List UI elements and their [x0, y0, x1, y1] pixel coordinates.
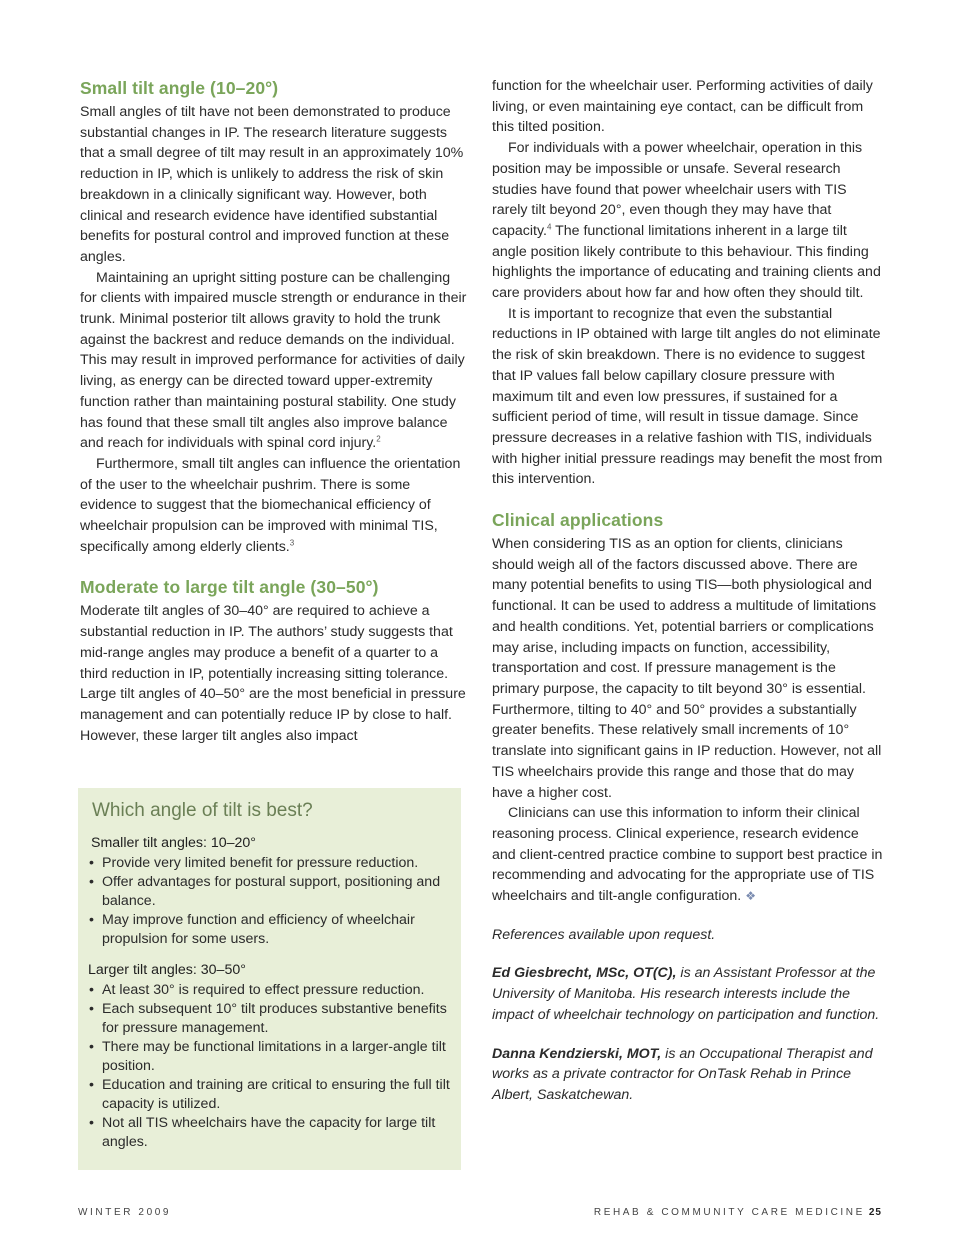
list-item: • Each subsequent 10° tilt produces substantive benefits for pressure management.: [89, 1001, 447, 1036]
bullet-icon: •: [89, 1077, 94, 1093]
author-name: Danna Kendzierski, MOT,: [492, 1045, 662, 1062]
sidebar-title: Which angle of tilt is best?: [92, 800, 313, 821]
bullet-icon: •: [89, 855, 94, 871]
bullet-icon: •: [89, 1001, 94, 1017]
sidebar-box: [78, 788, 461, 1170]
paragraph: Moderate tilt angles of 30–40° are required to achieve a substantial reduction in IP. The authors’ study suggests that mid-range angles may produce a benefit of a quarter to a third reduction in IP, potentially increasing sitting tolerance. Large tilt angles of 40–50° are the most beneficial in pressure management and can potentially reduce IP by close to half. However, these larger tilt angles also impact: [80, 603, 466, 744]
paragraph: Maintaining an upright sitting posture can be challenging for clients with impaired muscle strength or endurance in their trunk. Minimal posterior tilt allows gravity to hold the trunk against the backrest and reduce demands on the individual. This may result in improved performance for activities of daily living, as energy can be directed toward upper-extremity function rather than maintaining postural stability. One study has found that these small tilt angles also improve balance and reach for individuals with spinal cord injury.$^2$: [80, 269, 467, 452]
list-item: • May improve function and efficiency of wheelchair propulsion for some users.: [89, 912, 415, 947]
list-item: • Not all TIS wheelchairs have the capacity for large tilt angles.: [89, 1115, 436, 1150]
author-bio: Ed Giesbrecht, MSc, OT(C), is an Assistant Professor at the University of Manitoba. His research interests include the impact of wheelchair technology on participation and function.: [492, 965, 880, 1023]
end-ornament-icon: ❖: [745, 889, 756, 904]
bullet-icon: •: [89, 874, 94, 890]
footer-season: WINTER 2009: [78, 1207, 172, 1218]
author-bio: Danna Kendzierski, MOT, is an Occupational Therapist and works as a private contractor for OnTask Rehab in Prince Albert, Saskatchewan.: [492, 1045, 873, 1103]
paragraph: function for the wheelchair user. Performing activities of daily living, or even maintaining eye contact, can be difficult from this tilted position.: [492, 78, 873, 136]
section-heading-small-tilt: Small tilt angle (10–20°): [80, 78, 279, 98]
list-item: • Offer advantages for postural support, positioning and balance.: [89, 874, 441, 909]
list-item: • Education and training are critical to ensuring the full tilt capacity is utilized.: [89, 1077, 450, 1112]
paragraph: When considering TIS as an option for clients, clinicians should weigh all of the factors discussed above. There are many potential benefits to using TIS—both physiological and functional. It can be used to address a multitude of limitations and health conditions. Yet, potential barriers or complications may arise, including impacts on function, accessibility, transportation and cost. If pressure management is the primary purpose, the capacity to tilt beyond 30° is essential. Furthermore, tilting to 40° and 50° provides a substantially greater benefits. These relatively small increments of 10° translate into significant gains in IP reduction. However, not all TIS wheelchairs provide this range and those that do may have a higher cost.: [492, 536, 882, 801]
list-item: • There may be functional limitations in a larger-angle tilt position.: [89, 1039, 446, 1074]
larger-tilt-heading: Larger tilt angles: 30–50°: [88, 962, 246, 978]
page-number: 25: [868, 1207, 882, 1218]
list-item: • At least 30° is required to effect pressure reduction.: [89, 982, 425, 998]
bullet-icon: •: [89, 912, 94, 928]
author-name: Ed Giesbrecht, MSc, OT(C),: [492, 965, 677, 982]
references-note: References available upon request.: [492, 926, 716, 943]
section-heading-clinical-applications: Clinical applications: [492, 510, 664, 531]
bullet-icon: •: [89, 1039, 94, 1055]
larger-tilt-list: [88, 981, 456, 1152]
paragraph: Furthermore, small tilt angles can influence the orientation of the user to the wheelchair pushrim. There is some evidence to suggest that the biomechanical efficiency of wheelchair propulsion can be improved with minimal TIS, specifically among elderly clients.$^3$: [80, 455, 461, 555]
list-item: • Provide very limited benefit for pressure reduction.: [89, 855, 419, 871]
section-heading-moderate-tilt: Moderate to large tilt angle (30–50°): [80, 577, 379, 598]
right-column: [492, 76, 884, 1106]
reference-superscript: 4: [546, 222, 552, 232]
paragraph: It is important to recognize that even the substantial reductions in IP obtained with large tilt angles do not eliminate the risk of skin breakdown. There is no evidence to suggest that IP values fall below capillary closure pressure with maximum tilt and even low pressures, if sustained for a sufficient period of time, will result in tissue damage. Since pressure decreases in a relative fashion with TIS, individuals with higher initial pressure readings may benefit the most from this intervention.: [492, 305, 883, 488]
bullet-icon: •: [89, 982, 94, 998]
smaller-tilt-list: [88, 854, 456, 949]
reference-superscript: 2: [376, 434, 381, 444]
smaller-tilt-heading: Smaller tilt angles: 10–20°: [91, 835, 256, 851]
footer-publication: REHAB & COMMUNITY CARE MEDICINE 25: [593, 1207, 882, 1218]
paragraph: For individuals with a power wheelchair, operation in this position may be impossible or unsafe. Several research studies have found that power wheelchair users with TIS rarely tilt beyond 20°, even though they may have that capacity.$^4$ The functional limitations inherent in a large tilt angle position likely contribute to this behaviour. This finding highlights the importance of educating and training clients and care providers about how far and how often they should tilt.: [492, 140, 881, 302]
reference-superscript: 3: [289, 538, 295, 548]
sidebar-content: [88, 834, 456, 1152]
paragraph: Small angles of tilt have not been demonstrated to produce substantial changes in IP. The research literature suggests that a small degree of tilt may result in an approximately 10% reduction in IP, which is unlikely to address the risk of skin breakdown in a clinically significant way. However, both clinical and research evidence have identified substantial benefits for postural control and improved function at these angles.: [80, 104, 464, 265]
bullet-icon: •: [89, 1115, 94, 1131]
left-column: [80, 76, 468, 746]
paragraph: Clinicians can use this information to inform their clinical reasoning process. Clinical experience, research evidence and client-centred practice combine to support best practice in recommending and advocating for the appropriate use of TIS wheelchairs and tilt-angle configuration. ❖: [492, 805, 883, 905]
